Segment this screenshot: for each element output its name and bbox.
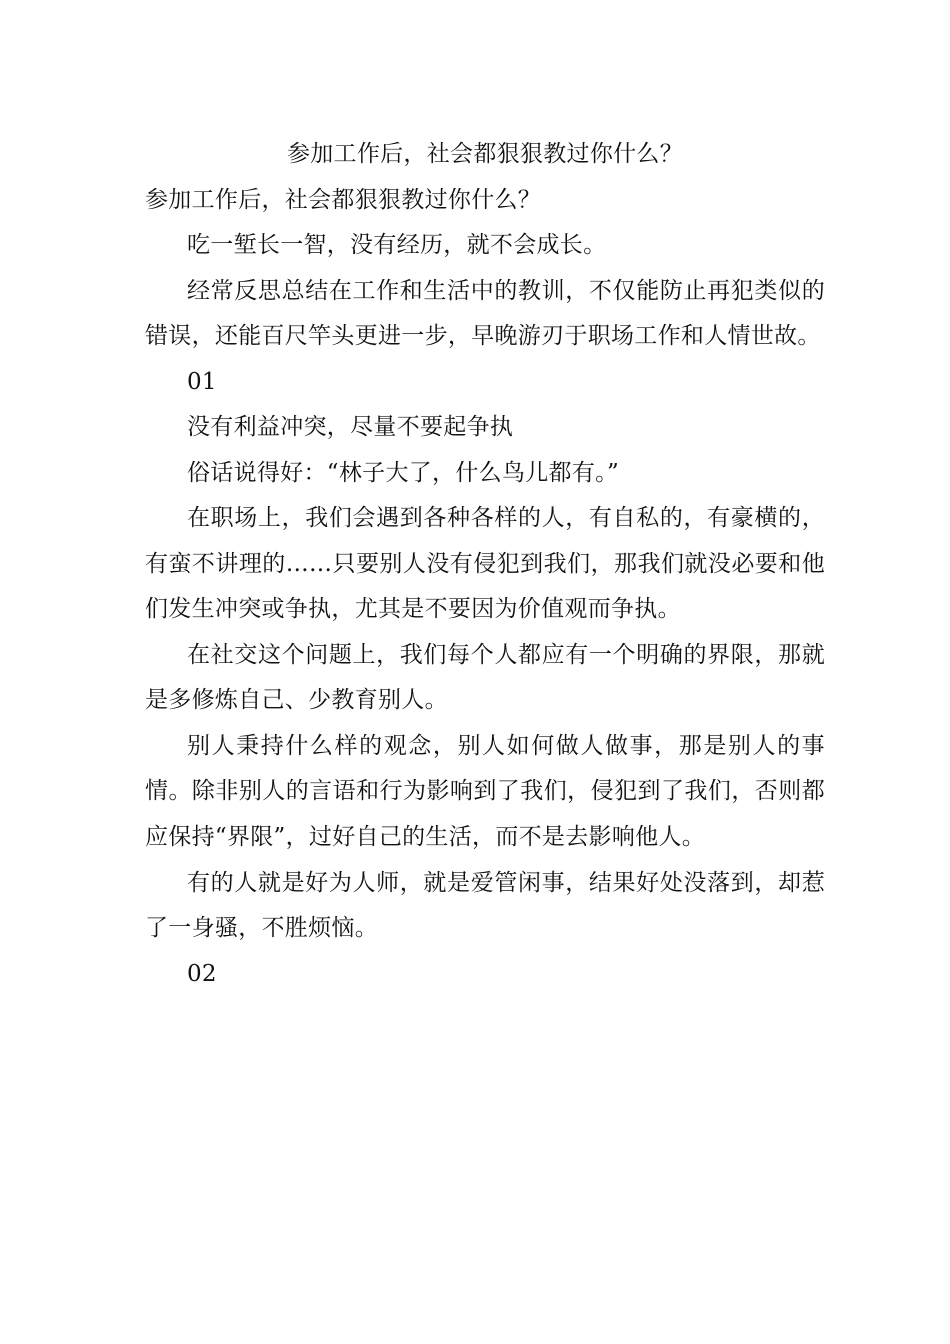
- paragraph-meddling: 有的人就是好为人师，就是爱管闲事，结果好处没落到，却惹了一身骚，不胜烦恼。: [145, 869, 825, 942]
- paragraph-boundary: 在社交这个问题上，我们每个人都应有一个明确的界限，那就是多修炼自己、少教育别人。: [145, 641, 825, 714]
- paragraph-reflection: 经常反思总结在工作和生活中的教训，不仅能防止再犯类似的错误，还能百尺竿头更进一步，早晚游刃于职场工作和人情世故。: [145, 277, 825, 350]
- section-number-02: 02: [187, 960, 217, 987]
- paragraph-others: 别人秉持什么样的观念，别人如何做人做事，那是别人的事情。除非别人的言语和行为影响到了我们，侵犯到了我们，否则都应保持“界限”，过好自己的生活，而不是去影响他人。: [145, 732, 825, 850]
- paragraph-intro: 吃一堑长一智，没有经历，就不会成长。: [187, 232, 607, 259]
- section-number-01: 01: [187, 368, 217, 395]
- document-body: [145, 132, 825, 997]
- paragraph-repeated-title: 参加工作后，社会都狠狠教过你什么？: [145, 186, 542, 213]
- paragraph-workplace: 在职场上，我们会遇到各种各样的人，有自私的，有豪横的，有蛮不讲理的……只要别人没有侵犯到我们，那我们就没必要和他们发生冲突或争执，尤其是不要因为价值观而争执。: [145, 505, 825, 623]
- paragraph-proverb: 俗话说得好：“林子大了，什么鸟儿都有。”: [187, 459, 620, 486]
- section-heading-01: 没有利益冲突，尽量不要起争执: [187, 414, 514, 441]
- document-title: 参加工作后，社会都狠狠教过你什么？: [286, 141, 684, 167]
